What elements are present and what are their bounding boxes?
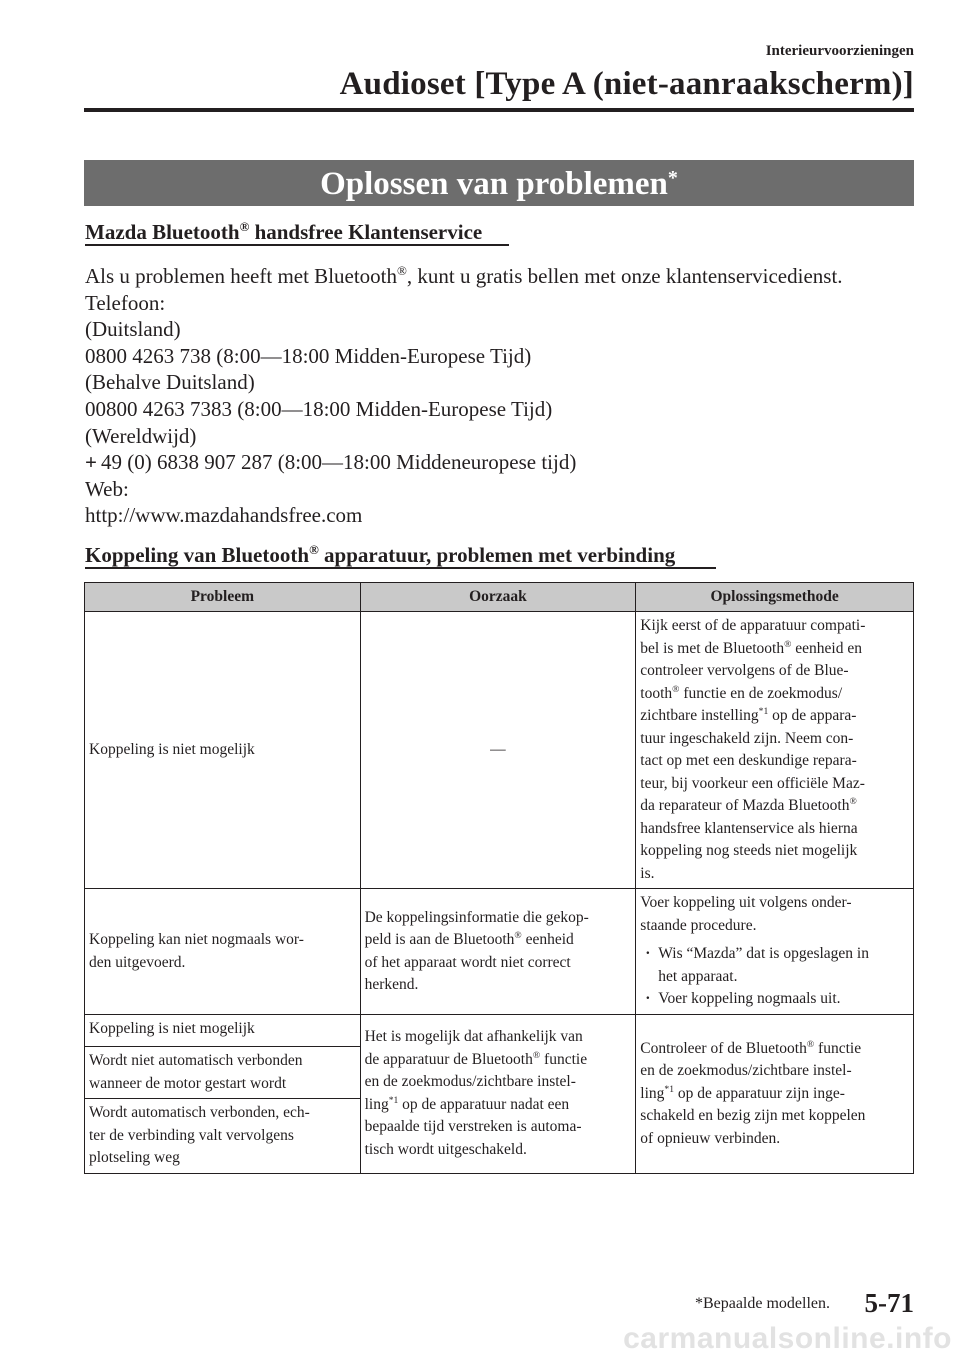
pairing-heading-text-2: apparatuur, problemen met verbinding [318, 543, 676, 567]
intro-text: Als u problemen heeft met Bluetooth®, kunt u gratis bellen met onze klantenservicedienst. [85, 263, 843, 288]
registered-mark: ® [532, 1049, 541, 1061]
phone-germany: 0800 4263 738 (8:00―18:00 Midden-Europese Tijd) [85, 343, 532, 368]
cause-cell: ― [360, 612, 636, 889]
column-header-cause: Oorzaak [360, 583, 636, 612]
cause-cell: Het is mogelijk dat afhankelijk van de apparatuur de Bluetooth® functie en de zoekmodus/zichtbare instel- ling$^{*1}$ op de apparatuur nadat een bepaalde tijd verstreken is automa- tisch wordt uitgeschakeld. [360, 1015, 636, 1174]
phone-outside-germany: 00800 4263 7383 (8:00―18:00 Midden-Europese Tijd) [85, 396, 553, 421]
watermark: carmanualsonline.info [623, 1322, 952, 1355]
troubleshooting-table [84, 582, 914, 1174]
cause-cell: De koppelingsinformatie die gekop- peld is aan de Bluetooth® eenheid of het apparaat wordt niet correct herkend. [360, 889, 636, 1015]
heading-underline [85, 567, 716, 569]
web-label: Web: [85, 476, 129, 501]
registered-mark: ® [239, 219, 250, 234]
footnote: *Bepaalde modellen. [694, 1295, 830, 1312]
phone-label: Telefoon: [85, 290, 166, 315]
registered-mark: ® [309, 542, 319, 557]
problem-cell: Wordt niet automatisch verbonden wanneer de motor gestart wordt [85, 1047, 361, 1099]
problem-cell: Koppeling is niet mogelijk [85, 1015, 361, 1047]
table-row [85, 612, 914, 889]
table-row [85, 889, 914, 1015]
page-number: 5-71 [864, 1288, 914, 1318]
solution-steps [640, 943, 909, 1011]
list-item: · Wis “Mazda” dat is opgeslagen in het apparaat. [640, 943, 909, 988]
web-url: http://www.mazdahandsfree.com [85, 503, 363, 528]
phone-worldwide: + 49 (0) 6838 907 287 (8:00―18:00 Middeneuropese tijd) [85, 450, 577, 475]
registered-mark: ® [397, 263, 407, 278]
registered-mark: ® [806, 1038, 815, 1050]
problem-cell: Wordt automatisch verbonden, ech- ter de verbinding valt vervolgens plotseling weg [85, 1099, 361, 1174]
service-heading [85, 220, 482, 245]
registered-mark: ® [672, 683, 680, 695]
footnote-ref: *1 [758, 705, 769, 717]
region-germany: (Duitsland) [85, 317, 181, 342]
pairing-heading-text: Koppeling van Bluetooth [85, 543, 310, 567]
page-header-title: Audioset [Type A (niet-aanraakscherm)] [339, 66, 914, 102]
footnote-ref: *1 [388, 1094, 399, 1106]
service-info [85, 263, 843, 529]
solution-cell: Kijk eerst of de apparatuur compati- bel is met de Bluetooth® eenheid en controleer vervolgens of de Blue- tooth® functie en de zoekmodus/ zichtbare instelling$^{*1}$ op de appara- tuur ingeschakeld zijn. Neem con- tact op met een deskundige repara- teur, bij voorkeur een officiële Maz- da reparateur of Mazda Bluetooth® handsfree klantenservice als hierna koppeling nog steeds niet mogelijk is. [636, 612, 914, 889]
region-outside-germany: (Behalve Duitsland) [85, 370, 255, 395]
solution-cell: Voer koppeling uit volgens onder- staande procedure. · Wis “Mazda” dat is opgeslagen in het apparaat. · Voer koppeling nogmaals uit. [636, 889, 914, 1015]
problem-cell: Koppeling is niet mogelijk [85, 612, 361, 889]
plus-icon: + [85, 450, 97, 475]
banner-asterisk: * [667, 167, 678, 189]
problem-cell: Koppeling kan niet nogmaals wor- den uitgevoerd. [85, 889, 361, 1015]
registered-mark: ® [784, 638, 792, 650]
region-worldwide: (Wereldwijd) [85, 423, 197, 448]
table-header-row [85, 583, 914, 612]
service-heading-text: Mazda Bluetooth [85, 220, 240, 244]
heading-underline [85, 244, 509, 246]
column-header-solution: Oplossingsmethode [636, 583, 914, 612]
registered-mark: ® [514, 929, 522, 941]
footnote-ref: *1 [664, 1083, 674, 1095]
solution-cell: Controleer of de Bluetooth® functie en de zoekmodus/zichtbare instel- ling$^{*1}$ op de apparatuur zijn inge- schakeld en bezig zijn met koppelen of opnieuw verbinden. [636, 1015, 914, 1174]
section-label: Interieurvoorzieningen [765, 43, 914, 59]
service-heading-text-2: handsfree Klantenservice [249, 220, 483, 244]
header-rule [84, 108, 914, 112]
banner-title: Oplossen van problemen [320, 166, 668, 202]
table-row [85, 1015, 914, 1047]
registered-mark: ® [849, 795, 857, 807]
list-item: · Voer koppeling nogmaals uit. [640, 988, 909, 1011]
column-header-problem: Probleem [85, 583, 361, 612]
pairing-heading [85, 543, 675, 568]
section-banner [84, 160, 914, 206]
